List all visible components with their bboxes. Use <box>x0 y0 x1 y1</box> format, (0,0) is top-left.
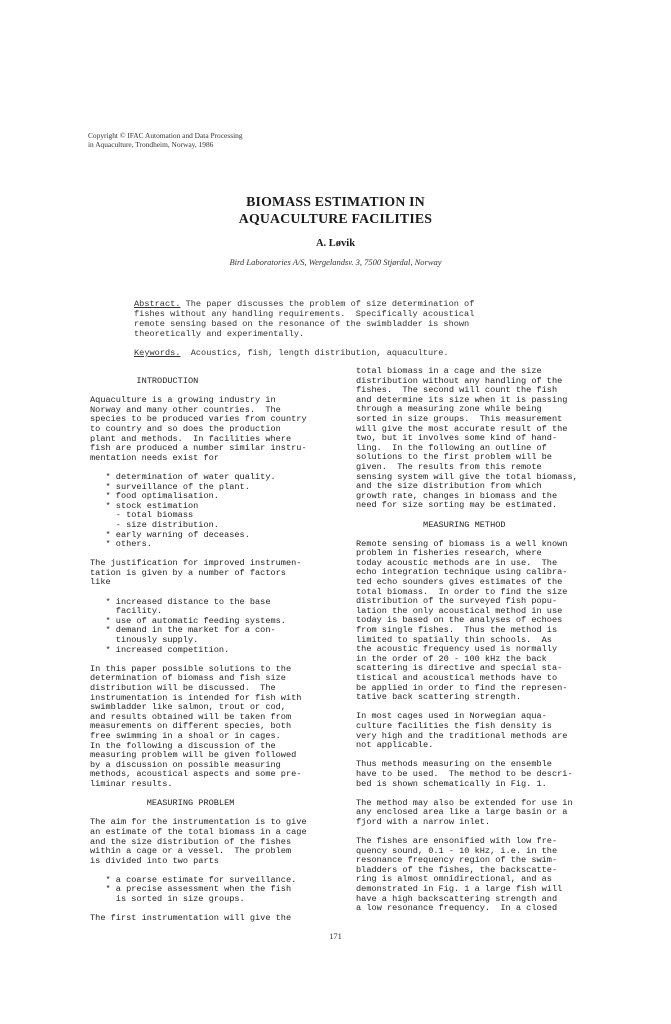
text-line: any enclosed area like a large basin or a <box>356 807 568 818</box>
text-line: * others. <box>90 539 152 550</box>
keywords-text: Acoustics, fish, length distribution, aquaculture. <box>180 348 449 358</box>
text-line: * stock estimation <box>90 500 199 511</box>
text-line: species to be produced varies from country <box>90 414 307 425</box>
text-line: total biomass. In order to find the size <box>356 586 568 597</box>
text-line: Remote sensing of biomass is a well known <box>356 538 568 549</box>
text-line: problem in fisheries research, where <box>356 548 542 559</box>
text-line: In this paper possible solutions to the <box>90 663 292 674</box>
text-line: Norway and many other countries. The <box>90 404 281 415</box>
text-line: demonstrated in Fig. 1 a large fish will <box>356 884 563 895</box>
text-line: ring is almost omnidirectional, and as <box>356 874 552 885</box>
abstract-label: Abstract. <box>134 299 181 309</box>
text-line: ling. In the following an outline of <box>356 442 547 453</box>
text-line: in the order of 20 - 100 kHz the back <box>356 653 547 664</box>
text-line: lation the only acoustical method in use <box>356 605 563 616</box>
section-heading: MEASURING METHOD <box>356 519 506 530</box>
paper-title-line-1: BIOMASS ESTIMATION IN <box>246 194 425 209</box>
text-line: Thus methods measuring on the ensemble <box>356 759 552 770</box>
text-line: The aim for the instrumentation is to give <box>90 817 307 828</box>
text-line: scattering is directive and special sta- <box>356 663 563 674</box>
text-line: - total biomass <box>90 510 194 521</box>
author-name: A. Løvik <box>315 238 356 249</box>
text-line: will give the most accurate result of the <box>356 423 568 434</box>
text-line: instrumentation is intended for fish with <box>90 692 302 703</box>
text-line: In most cages used in Norwegian aqua- <box>356 711 547 722</box>
text-line: * food optimalisation. <box>90 491 219 502</box>
text-line: by a discussion on possible measuring <box>90 759 281 770</box>
text-line: within a cage or a vessel. The problem <box>90 846 292 857</box>
paper-title-line-2: AQUACULTURE FACILITIES <box>238 211 433 226</box>
text-line: need for size sorting may be estimated. <box>356 500 558 511</box>
copyright-line-2: in Aquaculture, Trondheim, Norway, 1986 <box>88 140 214 149</box>
text-line: In the following a discussion of the <box>90 740 276 751</box>
text-line: through a measuring zone while being <box>356 404 542 415</box>
text-line: distribution without any handling of the <box>356 375 563 386</box>
text-line: solutions to the first problem will be <box>356 452 552 463</box>
abstract-line: theoretically and experimentally. <box>134 328 305 339</box>
text-line: have to be used. The method to be descri- <box>356 768 573 779</box>
text-line: be applied in order to find the represen- <box>356 682 568 693</box>
copyright-line-1: Copyright © IFAC Automation and Data Processing <box>88 131 243 140</box>
text-line: distribution will be discussed. The <box>90 683 276 693</box>
text-line: and the size distribution from which <box>356 481 542 492</box>
text-line: free swimming in a shoal or in cages. <box>90 730 281 741</box>
text-line: * surveillance of the plant. <box>90 481 250 492</box>
text-line: The method may also be extended for use in <box>356 797 573 808</box>
text-line: very high and the traditional methods are <box>356 730 568 741</box>
text-line: * a precise assessment when the fish <box>90 884 292 895</box>
text-line: and determine its size when it is passing <box>356 394 568 405</box>
text-line: the acoustic frequency used is normally <box>356 644 558 655</box>
abstract-block <box>134 300 534 340</box>
text-line: two, but it involves some kind of hand- <box>356 433 558 444</box>
text-line: limited to spatially thin schools. As <box>356 634 552 645</box>
text-line: from single fishes. Thus the method is <box>356 625 558 636</box>
page-number: 171 <box>329 931 342 941</box>
text-line: and the size distribution of the fishes <box>90 836 292 847</box>
text-line: today acoustic methods are in use. The <box>356 557 558 568</box>
text-line: and results obtained will be taken from <box>90 711 292 722</box>
text-line: determination of biomass and fish size <box>90 673 286 684</box>
text-line: like <box>90 577 111 588</box>
text-line: facility. <box>90 606 163 617</box>
text-line: * a coarse estimate for surveillance. <box>90 874 297 885</box>
author-affiliation: Bird Laboratories A/S, Wergelandsv. 3, 7500 Stjørdal, Norway <box>229 257 442 267</box>
right-text-column <box>356 367 611 914</box>
text-line: The fishes are ensonified with low fre- <box>356 836 558 847</box>
keywords-label: Keywords. <box>134 348 181 358</box>
text-line: total biomass in a cage and the size <box>356 366 542 376</box>
text-line: culture facilities the fish density is <box>356 720 552 731</box>
text-line: to country and so does the production <box>90 423 281 434</box>
text-line: resonance frequency region of the swim- <box>356 855 558 866</box>
text-line: tative back scattering strength. <box>356 692 522 703</box>
text-line: tistical and acoustical methods have to <box>356 673 558 683</box>
text-line: echo integration technique using calibra- <box>356 567 568 578</box>
text-line: * increased competition. <box>90 644 230 655</box>
abstract-line: The paper discusses the problem of size determination of <box>180 299 475 309</box>
section-heading: MEASURING PROBLEM <box>90 798 235 809</box>
text-line: distribution of the surveyed fish popu- <box>356 596 558 607</box>
text-line: The first instrumentation will give the <box>90 913 292 924</box>
text-line: have a high backscattering strength and <box>356 893 558 904</box>
text-line: is sorted in size groups. <box>90 894 245 905</box>
text-line: Aquaculture is a growing industry in <box>90 395 276 406</box>
text-line: fjord with a narrow inlet. <box>356 816 491 827</box>
section-heading: INTRODUCTION <box>90 376 199 386</box>
text-line: tation is given by a number of factors <box>90 567 286 578</box>
text-line: mentation needs exist for <box>90 452 219 463</box>
text-line: a low resonance frequency. In a closed <box>356 903 558 914</box>
text-line: fish are produced a number similar instru- <box>90 443 307 454</box>
text-line: fishes. The second will count the fish <box>356 385 558 396</box>
text-line: given. The results from this remote <box>356 461 542 472</box>
text-line: bladders of the fishes, the backscatte- <box>356 864 558 875</box>
text-line: * increased distance to the base <box>90 596 271 607</box>
text-line: liminar results. <box>90 778 173 789</box>
text-line: not applicable. <box>356 740 434 751</box>
left-text-column <box>90 377 340 924</box>
text-line: * use of automatic feeding systems. <box>90 615 286 626</box>
text-line: swimbladder like salmon, trout or cod, <box>90 702 286 713</box>
text-line: quency sound, 0.1 - 10 kHz, i.e. in the <box>356 845 558 856</box>
text-line: an estimate of the total biomass in a cage <box>90 826 307 837</box>
keywords-block <box>134 348 554 358</box>
text-line: * determination of water quality. <box>90 471 276 482</box>
text-line: sorted in size groups. This measurement <box>356 413 563 424</box>
abstract-line: fishes without any handling requirements. Specifically acoustical <box>134 308 475 319</box>
text-line: today is based on the analyses of echoes <box>356 615 563 626</box>
text-line: - size distribution. <box>90 519 219 530</box>
text-line: growth rate, changes in biomass and the <box>356 490 558 501</box>
text-line: is divided into two parts <box>90 855 219 866</box>
text-line: * early warning of deceases. <box>90 529 250 540</box>
text-line: * demand in the market for a con- <box>90 625 276 636</box>
text-line: methods, acoustical aspects and some pre- <box>90 769 302 780</box>
paper-title <box>0 193 671 227</box>
text-line: measuring problem will be given followed <box>90 750 297 761</box>
text-line: ted echo sounders gives estimates of the <box>356 577 563 588</box>
text-line: measurements on different species, both <box>90 721 292 732</box>
text-line: tinously supply. <box>90 635 199 646</box>
copyright-notice <box>88 131 348 149</box>
text-line: plant and methods. In facilities where <box>90 433 292 444</box>
abstract-line: remote sensing based on the resonance of the swimbladder is shown <box>134 318 470 329</box>
text-line: sensing system will give the total biomass, <box>356 471 578 482</box>
text-line: The justification for improved instrumen- <box>90 558 302 569</box>
text-line: bed is shown schematically in Fig. 1. <box>356 778 547 789</box>
